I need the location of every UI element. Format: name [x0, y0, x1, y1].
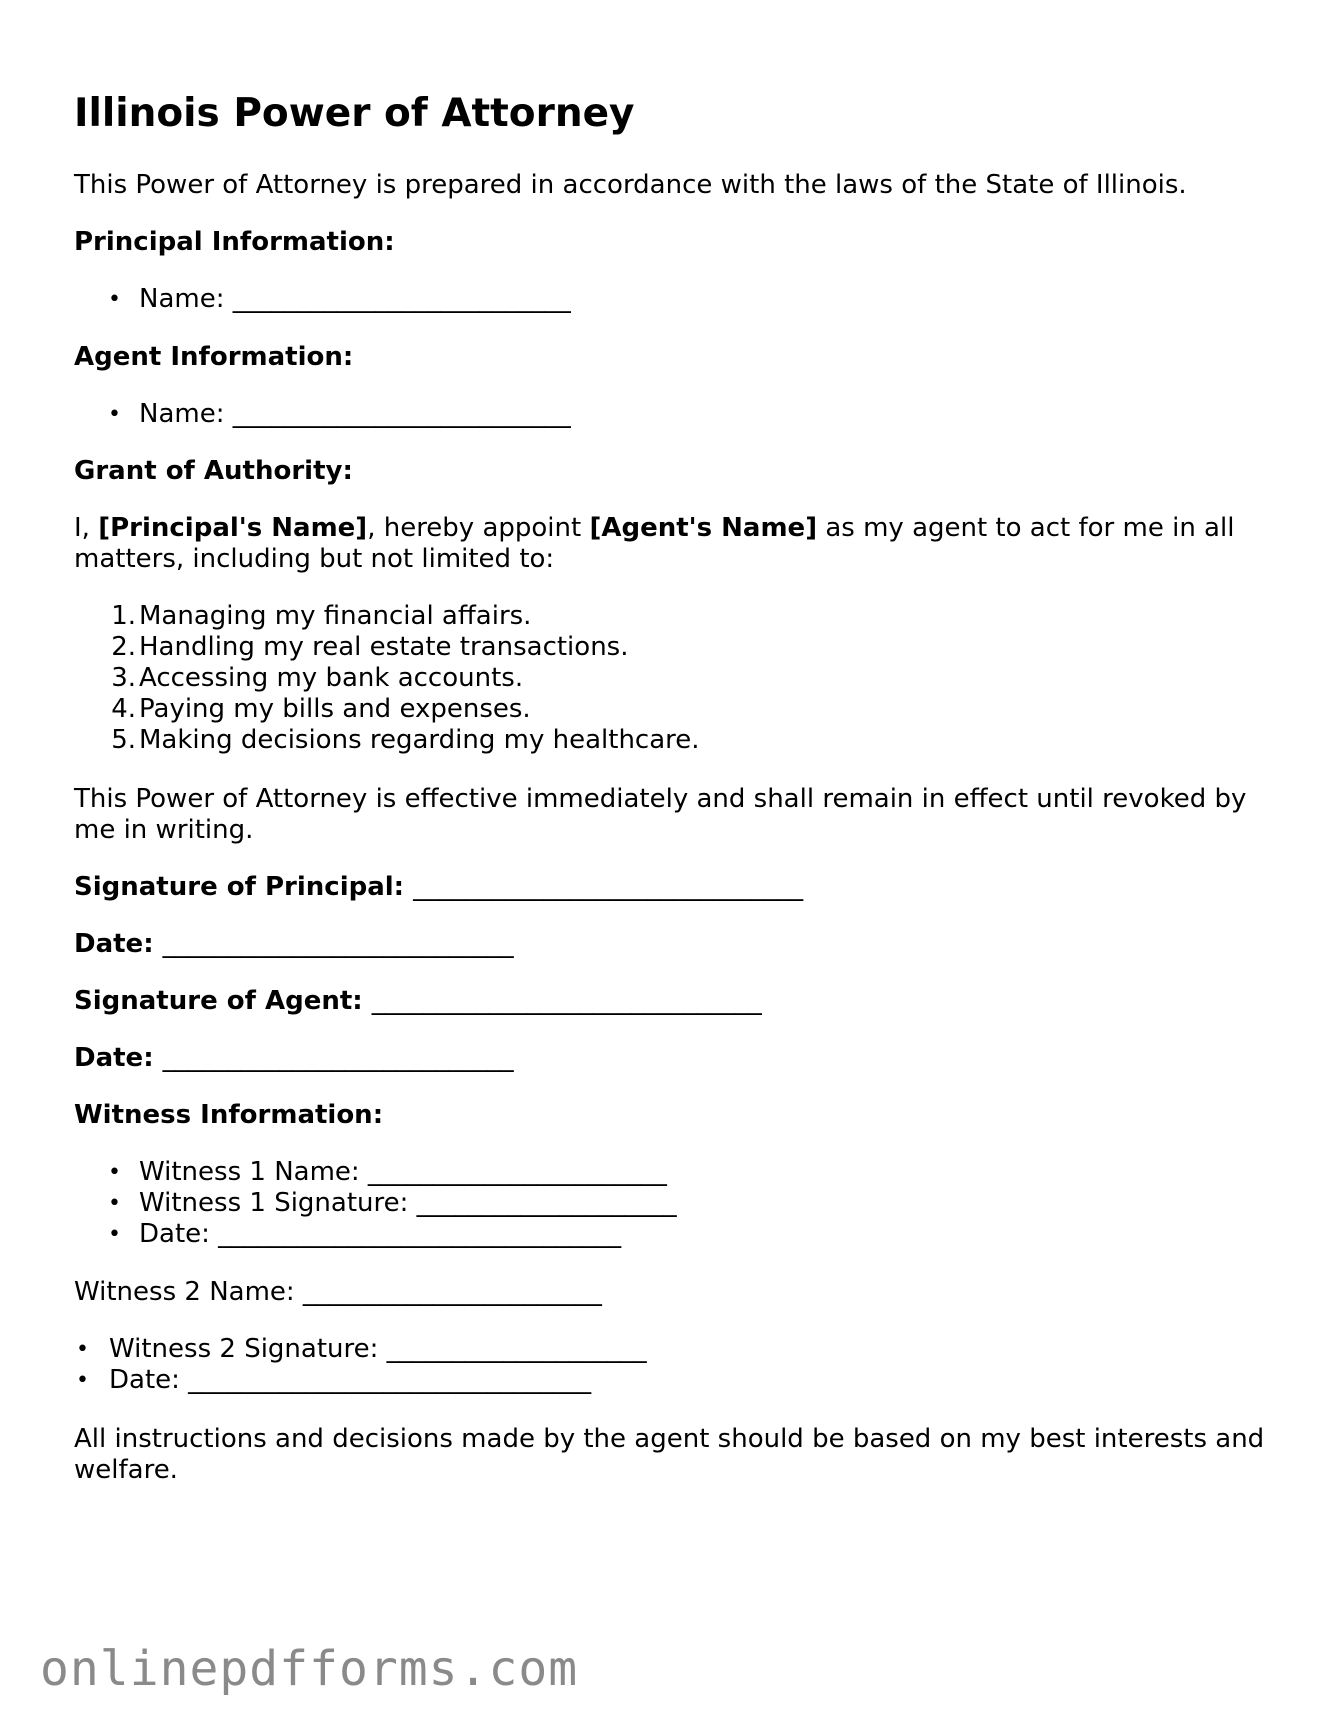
grant-text-1: I, — [74, 513, 99, 543]
power-number: 5. — [111, 725, 136, 755]
witness1-name-field — [139, 1157, 667, 1188]
witness2-name-field — [74, 1277, 602, 1308]
witness2-name-label: Witness 2 Name: — [74, 1277, 303, 1307]
bullet-icon: • — [108, 402, 121, 427]
grant-heading: Grant of Authority: — [74, 456, 353, 486]
principal-name-placeholder: [Principal's Name] — [98, 513, 368, 543]
witness-heading: Witness Information: — [74, 1100, 384, 1130]
agent-signature-label: Signature of Agent: — [74, 986, 372, 1016]
bullet-icon: • — [108, 287, 121, 312]
agent-date-field — [74, 1043, 514, 1074]
power-number: 2. — [111, 632, 136, 662]
bullet-icon: • — [108, 1160, 121, 1185]
document-title: Illinois Power of Attorney — [74, 91, 635, 136]
agent-name-placeholder: [Agent's Name] — [589, 513, 818, 543]
witness1-signature-field — [139, 1188, 677, 1219]
witness1-signature-blank[interactable]: ____________________ — [416, 1188, 677, 1218]
agent-heading: Agent Information: — [74, 342, 354, 372]
agent-name-label: Name: — [139, 399, 233, 429]
power-number: 4. — [111, 694, 136, 724]
principal-heading: Principal Information: — [74, 227, 395, 257]
principal-name-label: Name: — [139, 284, 233, 314]
watermark: onlinepdfforms.com — [40, 1641, 579, 1697]
intro-text: This Power of Attorney is prepared in accordance with the laws of the State of Illinois. — [74, 170, 1187, 200]
agent-signature-field — [74, 986, 762, 1017]
witness1-date-blank[interactable]: _______________________________ — [218, 1219, 622, 1249]
principal-date-field — [74, 929, 514, 960]
bullet-icon: • — [76, 1368, 89, 1393]
witness2-signature-label: Witness 2 Signature: — [109, 1334, 387, 1364]
witness2-name-blank[interactable]: _______________________ — [302, 1277, 602, 1307]
witness1-signature-label: Witness 1 Signature: — [139, 1188, 417, 1218]
principal-signature-label: Signature of Principal: — [74, 872, 414, 902]
agent-date-label: Date: — [74, 1043, 163, 1073]
principal-date-label: Date: — [74, 929, 163, 959]
bullet-icon: • — [76, 1337, 89, 1362]
bullet-icon: • — [108, 1191, 121, 1216]
witness2-date-blank[interactable]: _______________________________ — [188, 1365, 592, 1395]
grant-text-3: as my agent to act for me in all matters, including but not limited to: — [74, 513, 1235, 574]
grant-text-2: , hereby appoint — [367, 513, 590, 543]
witness1-name-blank[interactable]: _______________________ — [367, 1157, 667, 1187]
principal-signature-blank[interactable]: ______________________________ — [413, 872, 804, 902]
witness2-signature-field — [109, 1334, 647, 1365]
witness2-signature-blank[interactable]: ____________________ — [386, 1334, 647, 1364]
agent-date-blank[interactable]: ___________________________ — [162, 1043, 514, 1073]
agent-name-blank[interactable]: __________________________ — [232, 399, 571, 429]
effective-paragraph: This Power of Attorney is effective immediately and shall remain in effect until revoked by me in writing. — [74, 784, 1247, 845]
power-number: 1. — [111, 601, 136, 631]
bullet-icon: • — [108, 1222, 121, 1247]
principal-date-blank[interactable]: ___________________________ — [162, 929, 514, 959]
power-item: Paying my bills and expenses. — [139, 694, 531, 724]
witness2-date-label: Date: — [109, 1365, 189, 1395]
witness1-date-label: Date: — [139, 1219, 219, 1249]
power-item: Accessing my bank accounts. — [139, 663, 524, 693]
principal-signature-field — [74, 872, 803, 903]
power-item: Managing my financial affairs. — [139, 601, 532, 631]
grant-paragraph — [74, 513, 1274, 575]
agent-signature-blank[interactable]: ______________________________ — [371, 986, 762, 1016]
agent-name-field — [139, 399, 571, 430]
witness1-name-label: Witness 1 Name: — [139, 1157, 368, 1187]
witness2-date-field — [109, 1365, 591, 1396]
power-item: Handling my real estate transactions. — [139, 632, 629, 662]
principal-name-field — [139, 284, 571, 315]
witness1-date-field — [139, 1219, 621, 1250]
power-item: Making decisions regarding my healthcare. — [139, 725, 700, 755]
principal-name-blank[interactable]: __________________________ — [232, 284, 571, 314]
power-number: 3. — [111, 663, 136, 693]
closing-paragraph: All instructions and decisions made by the agent should be based on my best interests and welfare. — [74, 1424, 1265, 1485]
